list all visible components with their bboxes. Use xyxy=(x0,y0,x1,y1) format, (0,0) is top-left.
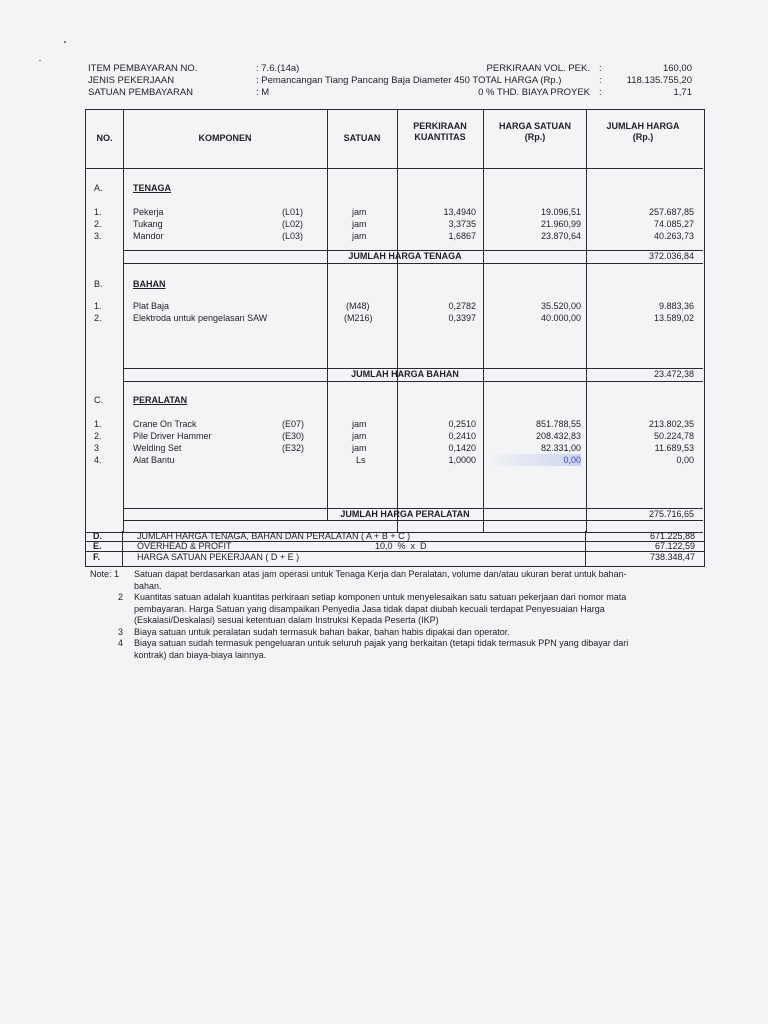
subtotal-label: JUMLAH HARGA TENAGA xyxy=(348,251,462,261)
perkiraan-vol-colon: : xyxy=(599,63,602,74)
row-code: (L02) xyxy=(282,219,304,229)
row-no: 3. xyxy=(94,231,102,241)
row-qty: 0,2410 xyxy=(448,431,476,441)
satuan-pembayaran-label: SATUAN PEMBAYARAN xyxy=(88,87,194,98)
row-qty: 0,2782 xyxy=(448,301,476,311)
row-price: 23.870,64 xyxy=(540,231,581,241)
header-divider xyxy=(86,168,703,169)
item-label: ITEM PEMBAYARAN NO. xyxy=(88,63,198,74)
notes-section xyxy=(90,569,650,661)
total-harga-value: 118.135.755,20 xyxy=(626,75,692,86)
row-qty: 0,3397 xyxy=(448,313,476,323)
row-no: 2. xyxy=(94,313,102,323)
row-name: Pile Driver Hammer xyxy=(133,431,212,441)
col-harga-satuan-header: HARGA SATUAN (Rp.) xyxy=(499,121,571,142)
section-title: TENAGA xyxy=(133,183,171,193)
row-qty: 1,6867 xyxy=(448,231,476,241)
row-unit: jam xyxy=(352,419,367,429)
row-total: 50.224,78 xyxy=(653,431,694,441)
row-name: Mandor xyxy=(133,231,164,241)
row-qty: 0,2510 xyxy=(448,419,476,429)
row-qty: 1,0000 xyxy=(448,455,476,465)
row-qty: 3,3735 xyxy=(448,219,476,229)
note-text: Biaya satuan untuk peralatan sudah termasuk bahan bakar, bahan habis dipakai dan operator. xyxy=(134,626,510,637)
subtotal-value: 23.472,38 xyxy=(653,369,694,379)
row-name: Elektroda untuk pengelasan SAW xyxy=(133,313,268,323)
note-key: 3 xyxy=(118,626,124,637)
row-total: 0,00 xyxy=(676,455,694,465)
perkiraan-vol-label: PERKIRAAN VOL. PEK. xyxy=(486,63,590,74)
summary-label: JUMLAH HARGA TENAGA, BAHAN DAN PERALATAN ( A + B + C ) xyxy=(137,531,411,541)
summary-value: 671.225,88 xyxy=(649,531,695,541)
row-unit: jam xyxy=(352,207,367,217)
subtotal-label: JUMLAH HARGA BAHAN xyxy=(351,369,459,379)
note-text: Biaya satuan sudah termasuk pengeluaran untuk seluruh pajak yang berkaitan (tetapi tidak termasuk PPN yang dibayar dari kontrak) dan biaya-biaya lainnya. xyxy=(134,638,629,660)
row-name: Welding Set xyxy=(133,443,182,453)
row-qty: 13,4940 xyxy=(443,207,476,217)
row-price: 19.096,51 xyxy=(540,207,581,217)
summary-value: 738.348,47 xyxy=(649,552,695,562)
summary-label: HARGA SATUAN PEKERJAAN ( D + E ) xyxy=(137,552,300,562)
row-divider xyxy=(123,381,703,382)
row-name: Tukang xyxy=(133,219,163,229)
row-name: Pekerja xyxy=(133,207,164,217)
row-unit: Ls xyxy=(356,455,366,465)
row-unit: jam xyxy=(352,231,367,241)
section-letter: C. xyxy=(94,395,103,405)
subtotal-value: 372.036,84 xyxy=(648,251,694,261)
summary-letter: F. xyxy=(93,552,101,562)
jenis-pekerjaan-value: : Pemancangan Tiang Pancang Baja Diameter 450 TOTAL HARGA (Rp.) xyxy=(256,75,562,86)
row-no: 4. xyxy=(94,455,102,465)
note-item xyxy=(90,569,650,592)
row-no: 1. xyxy=(94,207,102,217)
row-price: 851.788,55 xyxy=(535,419,581,429)
note-key: 4 xyxy=(118,638,124,648)
summary-letter: D. xyxy=(93,531,102,541)
row-unit: jam xyxy=(352,219,367,229)
col-divider xyxy=(122,531,123,567)
row-price: 35.520,00 xyxy=(540,301,581,311)
analysis-table xyxy=(85,109,705,567)
row-unit: jam xyxy=(352,431,367,441)
biaya-proyek-value: 1,71 xyxy=(673,87,692,98)
row-price: 82.331,00 xyxy=(540,443,581,453)
row-no: 2. xyxy=(94,431,102,441)
row-price: 21.960,99 xyxy=(540,219,581,229)
row-name: Alat Bantu xyxy=(133,455,175,465)
col-divider xyxy=(123,110,124,532)
col-jumlah-header: JUMLAH HARGA (Rp.) xyxy=(606,121,680,142)
section-title: PERALATAN xyxy=(133,395,188,405)
satuan-pembayaran-value: : M xyxy=(256,87,270,98)
row-no: 1. xyxy=(94,419,102,429)
note-text: Kuantitas satuan adalah kuantitas perkiraan setiap komponen untuk menyelesaikan satu satuan pekerjaan dari nomor mata pembayaran. Harga Satuan yang disampaikan Penyedia Jasa tidak dapat diubah kecuali terdapat Penyesuaian Harga (Eskalasi/Deskalasi) sesuai ketentuan dalam Instruksi Kepada Peserta (IKP) xyxy=(134,592,627,625)
row-code: (E32) xyxy=(282,443,305,453)
row-price: 40.000,00 xyxy=(540,313,581,323)
row-divider xyxy=(123,520,703,521)
note-item xyxy=(90,638,650,661)
col-komponen-header: KOMPONEN xyxy=(198,133,252,143)
row-total: 40.263,73 xyxy=(653,231,694,241)
subtotal-value: 275.716,65 xyxy=(648,509,694,519)
row-unit: (M48) xyxy=(346,301,370,311)
subtotal-label: JUMLAH HARGA PERALATAN xyxy=(340,509,470,519)
col-divider xyxy=(585,531,586,567)
item-value: : 7.6.(14a) xyxy=(256,63,300,74)
total-harga-colon: : xyxy=(599,75,602,86)
row-code: (E07) xyxy=(282,419,305,429)
row-no: 1. xyxy=(94,301,102,311)
row-code: (L01) xyxy=(282,207,304,217)
row-total: 257.687,85 xyxy=(648,207,694,217)
note-key: Note: 1 xyxy=(90,569,120,579)
row-total: 74.085,27 xyxy=(653,219,694,229)
row-total: 13.589,02 xyxy=(653,313,694,323)
row-no: 3 xyxy=(94,443,100,453)
row-divider xyxy=(123,263,703,264)
row-total: 213.802,35 xyxy=(648,419,694,429)
row-code: (L03) xyxy=(282,231,304,241)
summary-rows xyxy=(85,531,705,567)
row-unit: jam xyxy=(352,443,367,453)
note-item xyxy=(90,627,650,639)
row-price-highlighted: 0,00 xyxy=(486,454,581,466)
summary-formula: 10,0 % x D xyxy=(375,541,427,551)
row-unit: (M216) xyxy=(344,313,373,323)
section-letter: B. xyxy=(94,279,103,289)
scan-speck xyxy=(39,60,41,61)
row-name: Plat Baja xyxy=(133,301,170,311)
col-divider xyxy=(397,110,398,532)
biaya-proyek-colon: : xyxy=(599,87,602,98)
col-divider xyxy=(483,110,484,532)
summary-value: 67.122,59 xyxy=(654,541,695,551)
scan-speck xyxy=(64,41,66,43)
col-kuantitas-header: PERKIRAAN KUANTITAS xyxy=(413,121,467,142)
summary-letter: E. xyxy=(93,541,102,551)
biaya-proyek-label: 0 % THD. BIAYA PROYEK xyxy=(478,87,590,98)
row-qty: 0,1420 xyxy=(448,443,476,453)
summary-label: OVERHEAD & PROFIT xyxy=(137,541,232,551)
col-divider xyxy=(327,110,328,520)
col-divider xyxy=(586,110,587,532)
section-letter: A. xyxy=(94,183,103,193)
col-satuan-header: SATUAN xyxy=(343,133,381,143)
jenis-pekerjaan-label: JENIS PEKERJAAN xyxy=(88,75,175,86)
row-total: 11.689,53 xyxy=(654,443,694,453)
section-title: BAHAN xyxy=(133,279,166,289)
row-code: (E30) xyxy=(282,431,305,441)
row-name: Crane On Track xyxy=(133,419,197,429)
row-no: 2. xyxy=(94,219,102,229)
note-text: Satuan dapat berdasarkan atas jam operasi untuk Tenaga Kerja dan Peralatan, volume dan/atau ukuran berat untuk bahan-bahan. xyxy=(134,569,627,591)
perkiraan-vol-value: 160,00 xyxy=(662,63,692,74)
row-total: 9.883,36 xyxy=(658,301,694,311)
document-header xyxy=(88,63,700,99)
note-key: 2 xyxy=(118,592,124,602)
row-price: 208.432,83 xyxy=(535,431,581,441)
note-item xyxy=(90,592,650,627)
col-no-header: NO. xyxy=(96,133,113,143)
